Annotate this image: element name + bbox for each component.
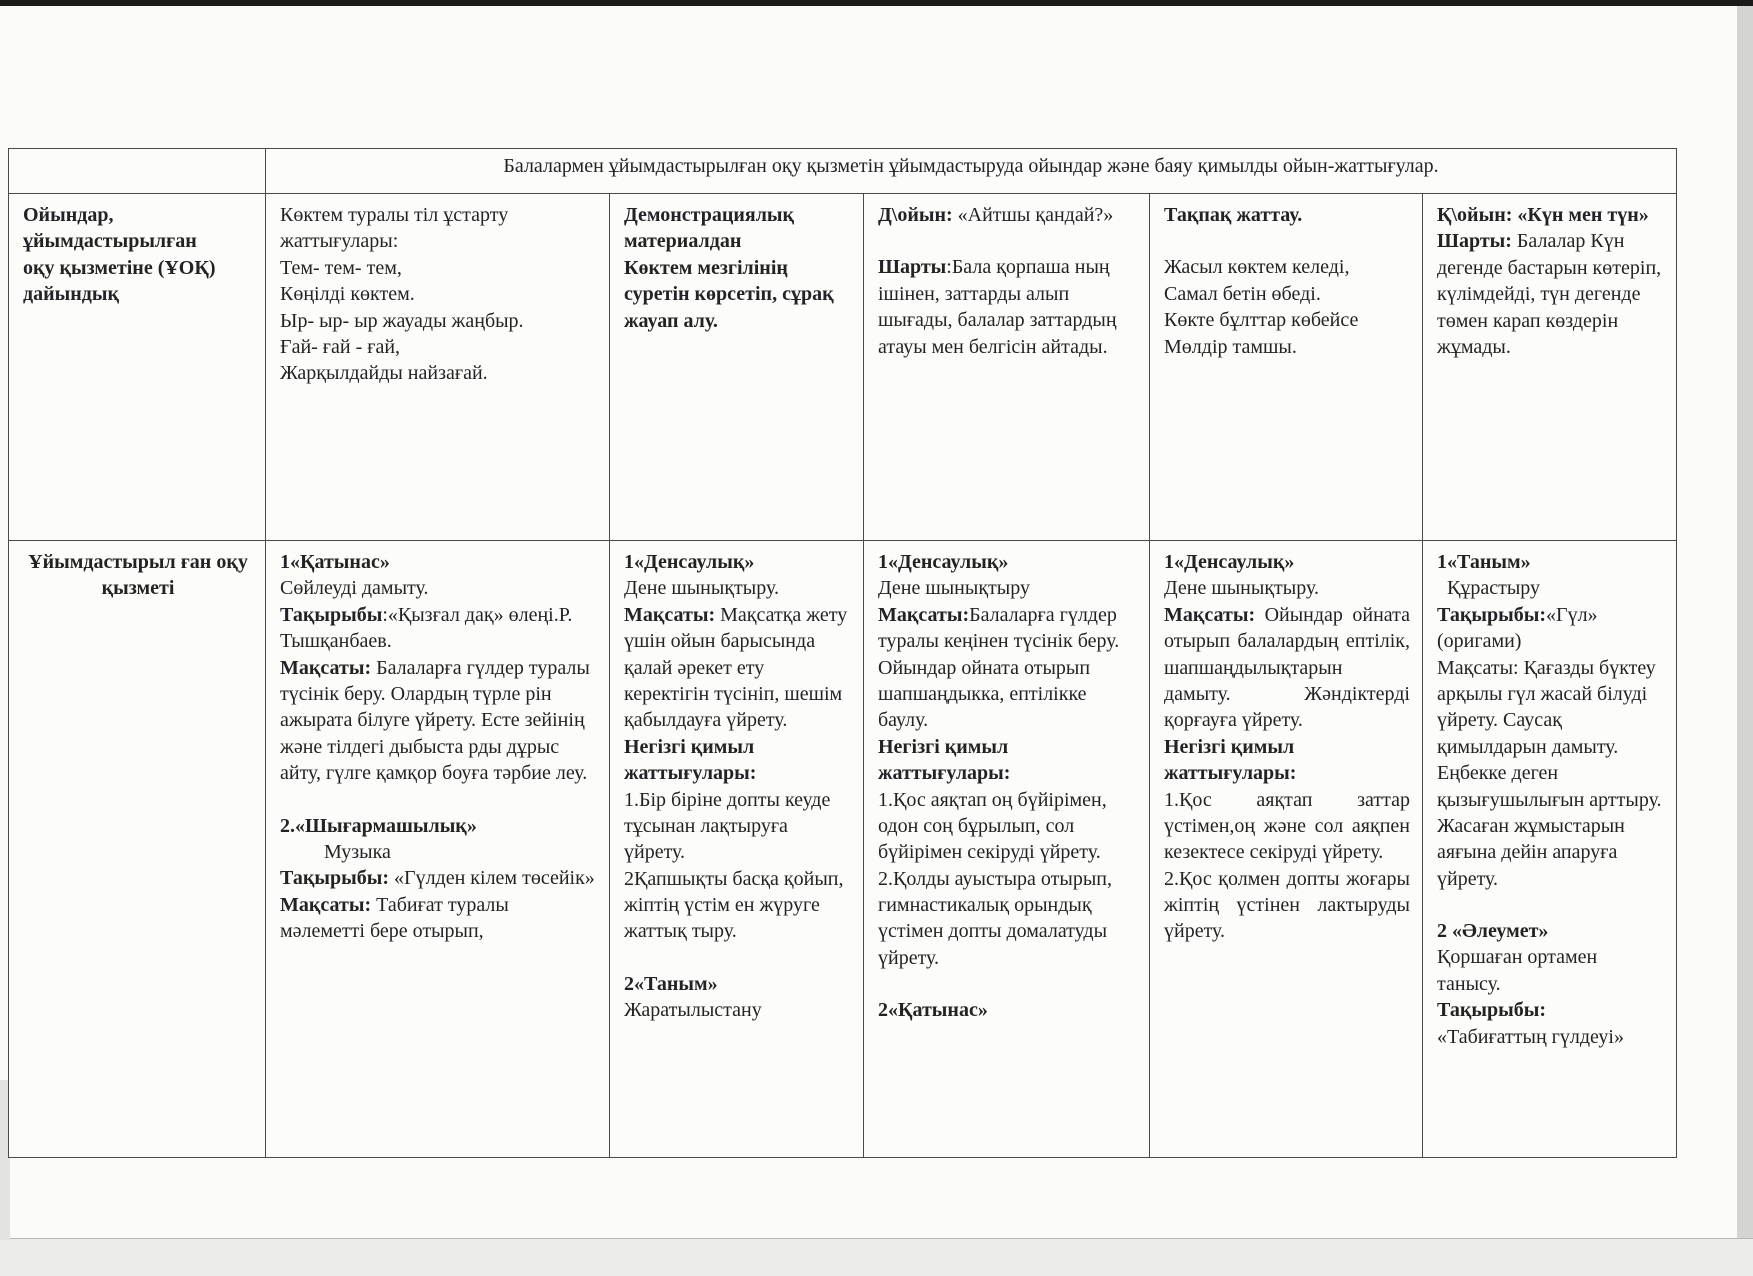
paragraph: Самал бетін өбеді. bbox=[1164, 282, 1321, 305]
cell-tanym-aleumet bbox=[1423, 541, 1677, 1158]
paragraph: Ойындар, bbox=[23, 204, 114, 226]
table-title: Балалармен ұйымдастырылған оқу қызметін ұйымдастыруда ойындар және баяу қимылды ойын-жаттығулар. bbox=[266, 149, 1677, 194]
paragraph: Шарты:Бала қорпаша ның ішінен, заттарды алып шығады, балалар заттардың атауы мен белгісін айтады. bbox=[878, 256, 1117, 358]
cell-demonstration-material bbox=[610, 194, 864, 541]
cell-spring-speech-exercises bbox=[266, 194, 610, 541]
paragraph: Негізгі қимыл жаттығулары: bbox=[624, 735, 757, 785]
paragraph: 1«Денсаулық» bbox=[878, 551, 1009, 573]
row-header-organized-activity bbox=[9, 541, 266, 1158]
paragraph: Қоршаған ортамен танысу. bbox=[1437, 946, 1598, 995]
paragraph: Мөлдір тамшы. bbox=[1164, 335, 1297, 358]
cell-densaulyq-tanym bbox=[610, 541, 864, 1158]
paragraph: Сөйлеуді дамыту. bbox=[280, 577, 429, 600]
paragraph: 2«Қатынас» bbox=[878, 999, 988, 1022]
paragraph: Негізгі қимыл жаттығулары: bbox=[1164, 735, 1297, 785]
paragraph: 2 «Әлеумет» bbox=[1437, 920, 1549, 943]
paragraph: 1.Қос аяқтап оң бүйірімен, одон соң бұрылып, сол бүйірімен секіруді үйрету. bbox=[878, 788, 1107, 864]
paragraph: ұйымдастырылған bbox=[23, 230, 197, 253]
paragraph: Жарқылдайды найзағай. bbox=[280, 362, 488, 385]
cell-densaulyq-qatynas bbox=[864, 541, 1150, 1158]
cell-game-aitshy-qanday bbox=[864, 194, 1150, 541]
cell-densaulyq-motion bbox=[1150, 541, 1423, 1158]
paragraph: Ыр- ыр- ыр жауады жаңбыр. bbox=[280, 309, 524, 332]
scan-top-edge bbox=[0, 0, 1753, 6]
paragraph: Жасыл көктем келеді, bbox=[1164, 256, 1350, 279]
paragraph: Көкте бұлттар көбейсе bbox=[1164, 309, 1359, 332]
paragraph: Ғай- ғай - ғай, bbox=[280, 335, 401, 358]
cell-poem-memorizing bbox=[1150, 194, 1423, 541]
paragraph: Мақсаты: Мақсатқа жету үшін ойын барысында қалай әрекет ету керектігін түсініп, шешім қабылдауға үйрету. bbox=[624, 603, 848, 732]
paragraph: Тақырыбы:«Қызғал дақ» өлеңі.Р. Тышқанбаев. bbox=[280, 603, 573, 653]
paragraph: 2.«Шығармашылық» bbox=[280, 814, 477, 837]
cell-game-kun-men-tun bbox=[1423, 194, 1677, 541]
paragraph: 1«Қатынас» bbox=[280, 551, 390, 573]
paragraph: 1«Денсаулық» bbox=[624, 551, 755, 573]
paragraph: Дене шынықтыру bbox=[878, 577, 1030, 600]
paragraph: Көңілді көктем. bbox=[280, 283, 415, 306]
paragraph: Д\ойын: «Айтшы қандай?» bbox=[878, 204, 1114, 226]
paragraph: 2.Қолды ауыстыра отырып, гимнастикалық орындық үстімен допты домалатуды үйрету. bbox=[878, 867, 1112, 969]
cell-qatynas-shygarmashylyq bbox=[266, 541, 610, 1158]
paragraph: Тақырыбы: «Гүлден кілем төсейік» bbox=[280, 867, 595, 890]
paragraph: 2«Таным» bbox=[624, 972, 718, 995]
paragraph: Қ\ойын: «Күн мен түн» bbox=[1437, 204, 1649, 226]
paragraph: Ұйымдастырыл ған оқу қызметі bbox=[28, 551, 248, 600]
paragraph: Көктем туралы тіл ұстарту жаттығулары: bbox=[280, 204, 509, 253]
row-header-games-preparation bbox=[9, 194, 266, 541]
lesson-plan-table bbox=[8, 148, 1677, 1158]
paragraph: Демонстрациялық материалдан bbox=[624, 204, 795, 253]
scan-bottom-edge bbox=[0, 1238, 1753, 1276]
paragraph: Тем- тем- тем, bbox=[280, 256, 402, 279]
paragraph: 1.Қос аяқтап заттар үстімен,оң және сол аяқпен кезектесе секіруді үйрету. bbox=[1164, 788, 1410, 864]
paragraph: Құрастыру bbox=[1447, 577, 1541, 600]
scan-right-edge bbox=[1737, 6, 1753, 1275]
paragraph: Дене шынықтыру. bbox=[1164, 577, 1319, 600]
paragraph: Тақпақ жаттау. bbox=[1164, 204, 1303, 226]
paragraph: Мақсаты: Қағазды бүктеу арқылы гүл жасай білуді үйрету. Саусақ қимылдарын дамыту. Еңбекке деген қызығушылығын арттыру. Жасаған жұмыстарын аяғына дейін апаруға үйрету. bbox=[1437, 656, 1662, 890]
paragraph: «Табиғаттың гүлдеуі» bbox=[1437, 1025, 1624, 1048]
header-empty-cell bbox=[9, 149, 266, 194]
paragraph: 1.Бір біріне допты кеуде тұсынан лақтыруға үйрету. bbox=[624, 788, 831, 864]
paragraph: Тақырыбы: bbox=[1437, 999, 1546, 1022]
paragraph: Шарты: Балалар Күн дегенде бастарын көтеріп, күлімдейді, түн дегенде төмен карап көздерін жұмады. bbox=[1437, 230, 1662, 358]
paragraph: Музыка bbox=[324, 840, 391, 863]
paragraph: Мақсаты: Балаларға гүлдер туралы түсінік беру. Олардың түрле рін ажырата білуге үйрету. Есте зейінің және тілдегі дыбыста рды дұрыс айту, гүлге қамқор боуға тәрбие леу. bbox=[280, 656, 590, 785]
paragraph: Жаратылыстану bbox=[624, 999, 762, 1022]
paragraph: Мақсаты: Табиғат туралы мәлеметті бере отырып, bbox=[280, 893, 509, 943]
paragraph: 2Қапшықты басқа қойып, жіптің үстім ен жүруге жаттық тыру. bbox=[624, 867, 844, 943]
paragraph: Мақсаты:Балаларға гүлдер туралы кеңінен түсінік беру. Ойындар ойната отырып шапшаңдыкка, ептілікке баулу. bbox=[878, 603, 1120, 732]
paragraph: Көктем мезгілінің суретін көрсетіп, сұрақ жауап алу. bbox=[624, 256, 834, 332]
paragraph: Дене шынықтыру. bbox=[624, 577, 779, 600]
paragraph: 1«Денсаулық» bbox=[1164, 551, 1295, 573]
paragraph: дайындық bbox=[23, 283, 120, 306]
paragraph: 1«Таным» bbox=[1437, 551, 1531, 573]
paragraph: Мақсаты: Ойындар ойната отырып балалардың ептілік, шапшаңдылықтарын дамыту. Жәндіктерді қорғауға үйрету. bbox=[1164, 603, 1410, 732]
paragraph: Негізгі қимыл жаттығулары: bbox=[878, 735, 1011, 785]
paragraph: Тақырыбы:«Гүл» (оригами) bbox=[1437, 603, 1598, 653]
paragraph: 2.Қос қолмен допты жоғары жіптің үстінен лактыруды үйрету. bbox=[1164, 867, 1410, 943]
paragraph: оқу қызметіне (ҰОҚ) bbox=[23, 256, 216, 279]
